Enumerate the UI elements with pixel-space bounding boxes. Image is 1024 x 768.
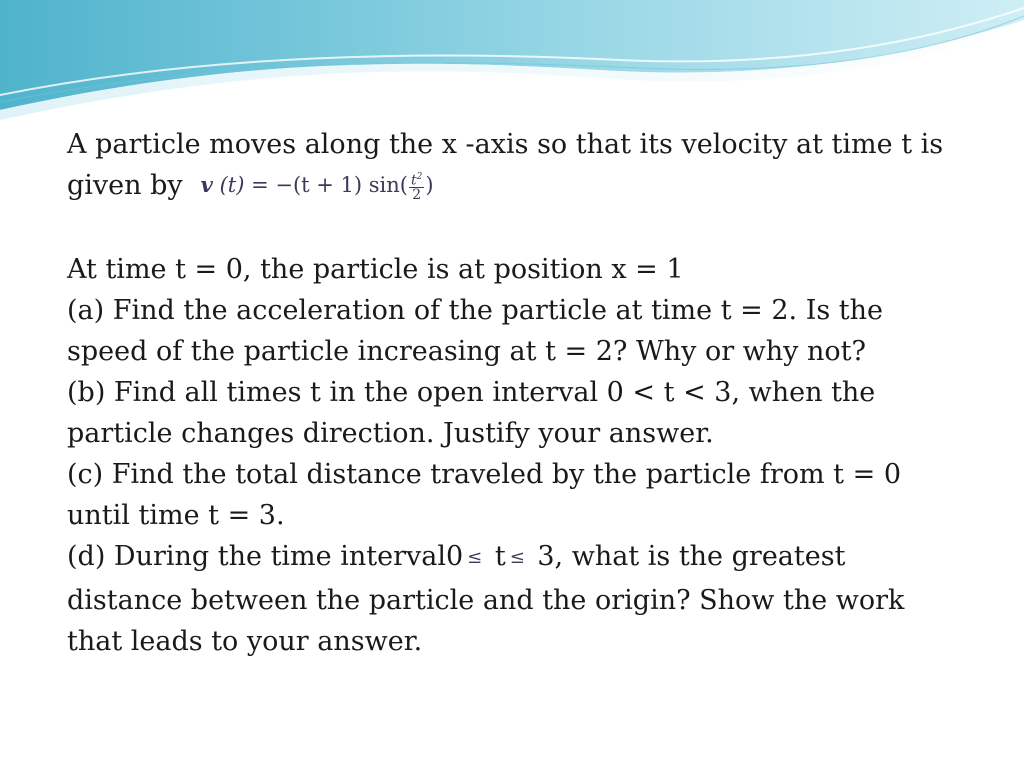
part-d: (d) During the time interval0 ≤ t ≤ 3, what is the greatest distance between the particle and the origin? Show the work that leads to your answer. <box>67 540 905 657</box>
velocity-formula: v (t) = −(t + 1) sin( $\frac{t^2}{2}$ ) <box>200 171 434 204</box>
problem-intro <box>67 124 967 208</box>
slide-body <box>67 124 967 662</box>
part-c: (c) Find the total distance traveled by the particle from t = 0 until time t = 3. <box>67 458 901 531</box>
leq-symbol: ≤ <box>467 546 483 568</box>
header-wave-decoration <box>0 0 1024 120</box>
part-b: (b) Find all times t in the open interval 0 < t < 3, when the particle changes direction. Justify your answer. <box>67 376 876 449</box>
formula-fraction: $\frac{t^2}{2}$ <box>411 171 423 204</box>
leq-symbol: ≤ <box>509 546 525 568</box>
intro-text: A particle moves along the x -axis so that its velocity at time t is given by <box>67 129 944 201</box>
part-a: (a) Find the acceleration of the particle at time t = 2. Is the speed of the particle increasing at t = 2? Why or why not? <box>67 294 884 367</box>
initial-condition: At time t = 0, the particle is at position x = 1 <box>67 253 684 285</box>
